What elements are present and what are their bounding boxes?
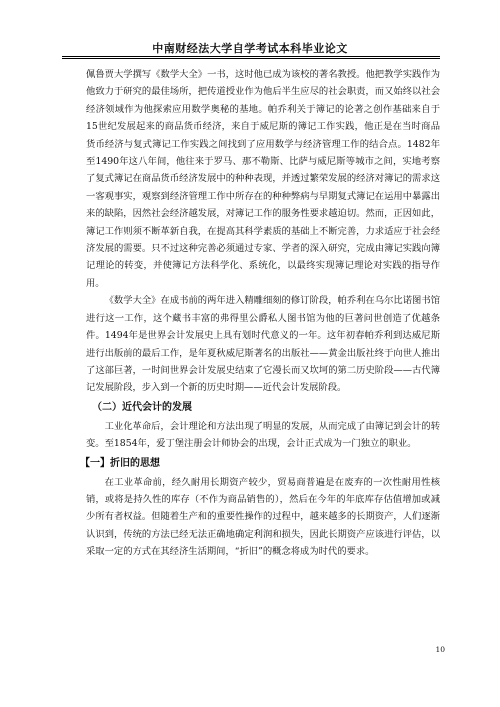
body-paragraph: 《数学大全》在成书前的两年进入精雕细刻的修订阶段，帕乔利在乌尔比诺图书馆进行这一工作，这个藏书丰富的弗得里公爵私人图书馆为他的巨著问世创造了优越条件。1494年是世界会计发展史上具有划时代意义的一年。这年初春帕乔利到达威尼斯进行出版前的最后工作，是年夏秋威尼斯著名的出版社——黄金出版社终于向世人推出了这部巨著，一时间世界会计发展史结束了它漫长而又坎坷的第二历史阶段——古代簿记发展阶段，步入到一个新的历史时期——近代会计发展阶段。 xyxy=(86,295,440,394)
header-rule-bottom xyxy=(62,58,440,59)
document-body xyxy=(80,66,440,561)
section-heading: （二）近代会计的发展 xyxy=(92,401,192,413)
page-header-title: 中南财经法大学自学考试本科毕业论文 xyxy=(152,42,348,55)
page-number: 10 xyxy=(435,645,445,654)
subsection-heading: 【一】折旧的思想 xyxy=(80,457,160,469)
body-paragraph: 佩鲁贾大学撰写《数学大全》一书，这时他已成为该校的著名教授。他把教学实践作为他致力于研究的最佳场所，把传道授业作为他后半生应尽的社会职责，而又始终以社会经济领域作为他探索应用数学奥秘的基地。帕乔利关于簿记的论著之创作基础来自于15世纪发展起来的商品货币经济，来自于威尼斯的簿记工作实践，他正是在当时商品货币经济与复式簿记工作实践之间找到了应用数学与经济管理工作的结合点。1482年至1490年这八年间，他往来于罗马、那不勒斯、比萨与威尼斯等城市之间，实地考察了复式簿记在商品货币经济发展中的种种表现，并透过繁荣发展的经济对簿记的需求这一客观事实，观察到经济管理工作中所存在的种种弊病与早期复式簿记在运用中暴露出来的缺陷，因然社会经济越发展，对簿记工作的服务性要求越迫切。然而，正因如此，簿记工作则须不断革新自我，在提高其科学素质的基础上不断完善，力求适应于社会经济发展的需要。只不过这种完善必须通过专家、学者的深入研究，完成由簿记实践向簿记理论的转变，并使簿记方法科学化、系统化，以最终实现簿记理论对实践的指导作用。 xyxy=(86,69,440,289)
section-paragraph: 工业化革命后，会计理论和方法出现了明显的发展，从而完成了由簿记到会计的转变。至1854年，爱丁堡注册会计师协会的出现，会计正式成为一门独立的职业。 xyxy=(86,420,440,450)
subsection-paragraph: 在工业革命前，经久耐用长期资产较少，贸易商普遍是在废弃的一次性耐用性核销，或将是持久性的库存（不作为商品销售的），然后在今年的年底库存估值增加或减少所有者权益。但随着生产和的重要性操作的过程中，越来越多的长期资产，人们逐渐认识到，传统的方法已经无法正确地确定利润和损失，因此长期资产应该进行评估，以采取一定的方式在其经济生活期间，“折旧”的概念将成为时代的要求。 xyxy=(86,476,440,558)
header-rule-top xyxy=(62,56,440,57)
